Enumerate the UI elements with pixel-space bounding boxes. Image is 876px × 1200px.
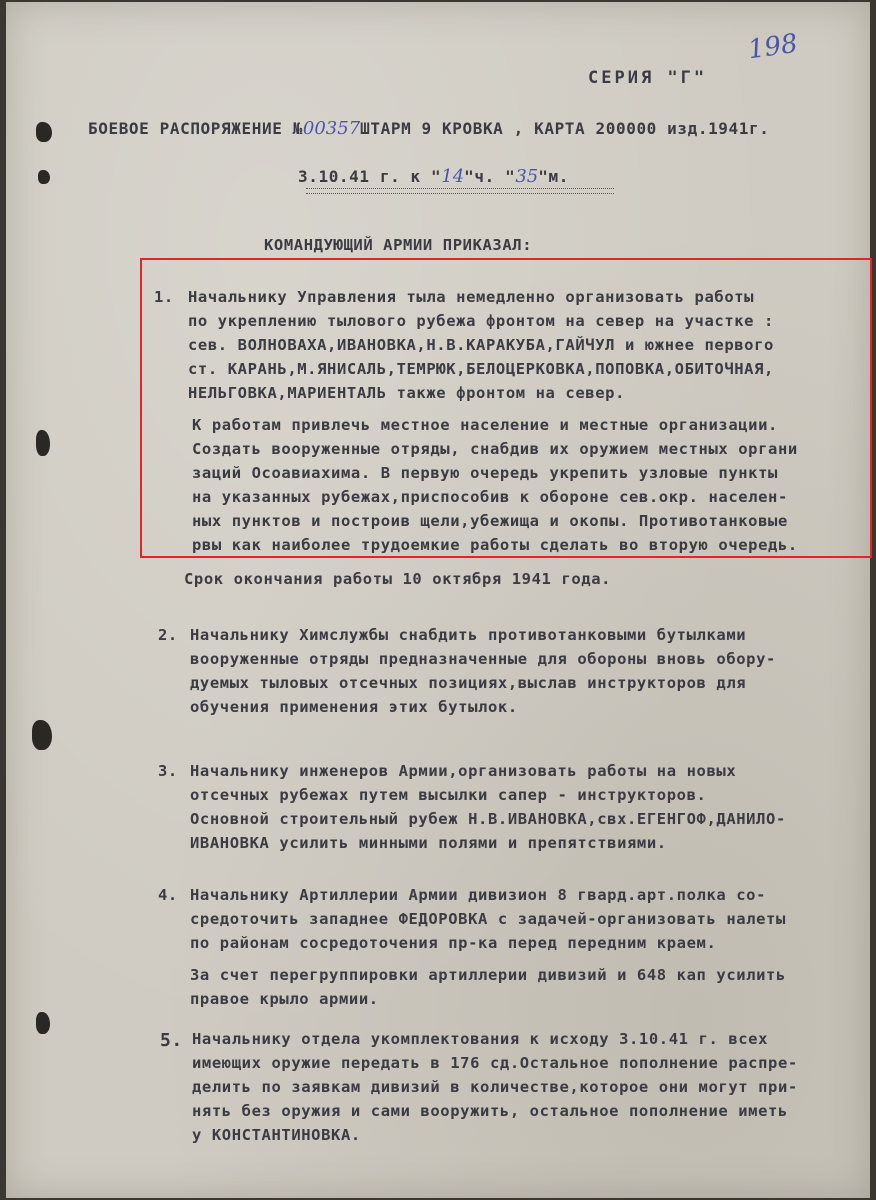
item-line: Начальнику Артиллерии Армии дивизион 8 гвард.арт.полка со- [190, 886, 767, 904]
item-line: заций Осоавиахима. В первую очередь укрепить узловые пункты [192, 464, 778, 482]
item-line: Создать вооруженные отряды, снабдив их оружием местных органи [192, 440, 798, 458]
item-line: у КОНСТАНТИНОВКА. [192, 1126, 361, 1144]
date-text: 3.10.41 г. к " [298, 167, 442, 186]
order-heading: КОМАНДУЮЩИЙ АРМИИ ПРИКАЗАЛ: [264, 236, 533, 254]
document-sheet [6, 2, 870, 1198]
item-line: К работам привлечь местное население и местные организации. [192, 416, 778, 434]
hour-value: 14 [441, 166, 465, 187]
item-number: 3. [158, 762, 178, 780]
item-line: Основной строительный рубеж Н.В.ИВАНОВКА,свх.ЕГЕНГОФ,ДАНИЛО- [190, 810, 786, 828]
item-line: За счет перегруппировки артиллерии дивизий и 648 кап усилить [190, 966, 786, 984]
minute-value: 35 [515, 166, 539, 187]
punch-hole [36, 430, 50, 456]
item-line: по укреплению тылового рубежа фронтом на север на участке : [188, 312, 774, 330]
item-line: дуемых тыловых отсечных позициях,выслав инструкторов для [190, 674, 747, 692]
item-line: сев. ВОЛНОВАХА,ИВАНОВКА,Н.В.КАРАКУБА,ГАЙЧУЛ и южнее первого [188, 336, 774, 354]
item-line: вооруженные отряды предназначенные для обороны вновь обору- [190, 650, 776, 668]
series-label: СЕРИЯ "Г" [588, 68, 708, 88]
item-line: обучения применения этих бутылок. [190, 698, 518, 716]
punch-hole [36, 122, 52, 142]
order-number: 00357 [302, 118, 361, 139]
item-line: делить по заявкам дивизий в количестве,которое они могут при- [192, 1078, 798, 1096]
header-prefix: БОЕВОЕ РАСПОРЯЖЕНИЕ № [88, 119, 303, 138]
item-line: Начальнику отдела укомплектования к исходу 3.10.41 г. всех [192, 1030, 769, 1048]
item-line: имеющих оружие передать в 176 сд.Остальное пополнение распре- [192, 1054, 798, 1072]
date-line [298, 166, 569, 187]
item-line: рвы как наиболее трудоемкие работы сделать во вторую очередь. [192, 536, 798, 554]
item-line: средоточить западнее ФЕДОРОВКА с задачей-организовать налеты [190, 910, 786, 928]
item-line: ных пунктов и построив щели,убежища и окопы. Противотанковые [192, 512, 788, 530]
item-number: 1. [154, 288, 174, 306]
item-line: Начальнику Химслужбы снабдить противотанковыми бутылками [190, 626, 747, 644]
item-line: ИВАНОВКА усилить минными полями и препятствиями. [190, 834, 667, 852]
minute-label: "м. [538, 167, 569, 186]
punch-hole [36, 1012, 50, 1034]
item-line: правое крыло армии. [190, 990, 379, 1008]
item-line: Начальнику Управления тыла немедленно организовать работы [188, 288, 755, 306]
item-line: Срок окончания работы 10 октября 1941 года. [184, 570, 612, 588]
folio-number: 198 [746, 28, 800, 66]
date-underline [306, 188, 614, 194]
punch-hole [38, 170, 50, 184]
item-line: нять без оружия и сами вооружить, остальное пополнение иметь [192, 1102, 788, 1120]
punch-hole [32, 720, 52, 750]
highlight-box [140, 258, 872, 558]
item-number: 4. [158, 886, 178, 904]
item-line: на указанных рубежах,приспособив к обороне сев.окр. населен- [192, 488, 788, 506]
item-line: отсечных рубежах путем высылки сапер - инструкторов. [190, 786, 707, 804]
item-line: по районам сосредоточения пр-ка перед передним краем. [190, 934, 717, 952]
order-header [88, 118, 769, 139]
item-line: ст. КАРАНЬ,М.ЯНИСАЛЬ,ТЕМРЮК,БЕЛОЦЕРКОВКА,ПОПОВКА,ОБИТОЧНАЯ, [188, 360, 774, 378]
item-line: НЕЛЬГОВКА,МАРИЕНТАЛЬ также фронтом на север. [188, 384, 625, 402]
item-line: Начальнику инженеров Армии,организовать работы на новых [190, 762, 737, 780]
item-number: 5. [160, 1030, 183, 1051]
item-number: 2. [158, 626, 178, 644]
header-suffix: ШТАРМ 9 КРОВКА , КАРТА 200000 изд.1941г. [360, 119, 770, 138]
hour-label: "ч. " [464, 167, 516, 186]
